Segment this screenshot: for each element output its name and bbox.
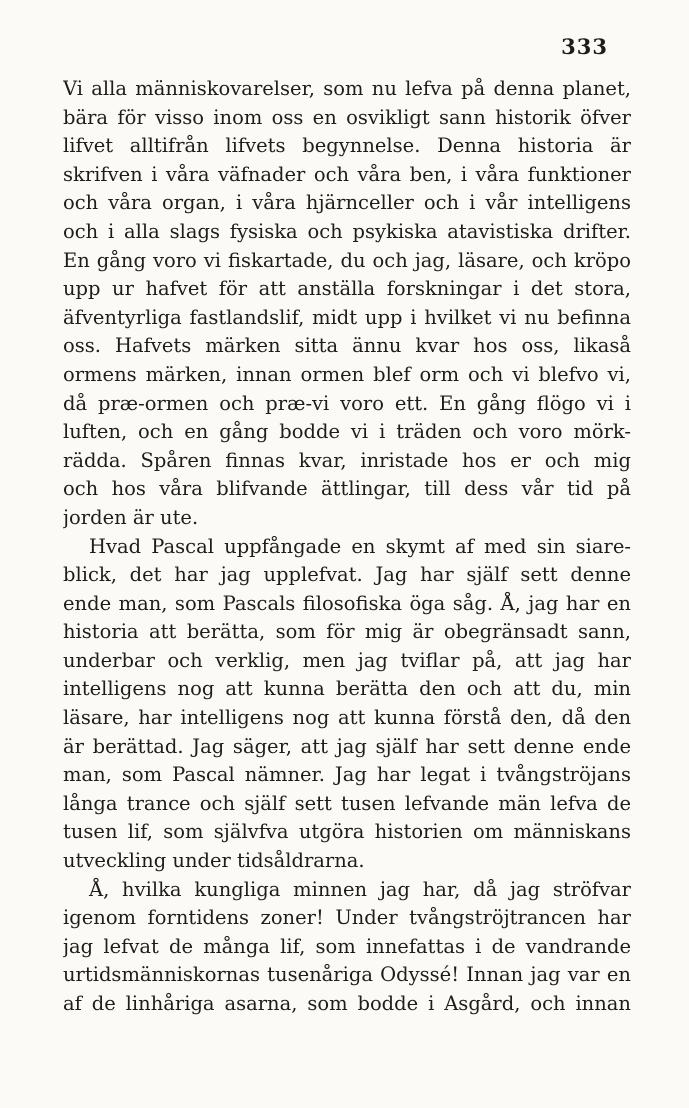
text-line: är berättad. Jag säger, att jag själf har sett denne ende <box>63 734 631 758</box>
text-line: jorden är ute. <box>63 505 199 529</box>
text-line: af de linhåriga asarna, som bodde i Asgård, och innan <box>63 992 631 1015</box>
text-line: skrifven i våra väfnader och våra ben, i våra funktioner <box>63 162 631 186</box>
text-line: äfventyrliga fastlandslif, midt upp i hvilket vi nu befinna <box>63 305 631 329</box>
text-line: och i alla slags fysiska och psykiska atavistiska drifter. <box>63 219 631 243</box>
text-line: jag lefvat de många lif, som innefattas i de vandrande <box>63 934 631 958</box>
text-line: man, som Pascal nämner. Jag har legat i tvångströjans <box>63 763 631 787</box>
text-line: Hvad Pascal uppfångade en skymt af med sin siare- <box>89 534 631 558</box>
text-line: utveckling under tidsåldrarna. <box>63 849 365 873</box>
text-line: och våra organ, i våra hjärnceller och i vår intelligens <box>63 191 631 215</box>
text-line: läsare, har intelligens nog att kunna förstå den, då den <box>63 706 631 730</box>
text-line: Å, hvilka kungliga minnen jag har, då jag ströfvar <box>89 877 631 901</box>
text-line: underbar och verklig, men jag tviflar på, att jag har <box>63 648 631 672</box>
text-line: Vi alla människovarelser, som nu lefva på denna planet, <box>63 77 631 100</box>
text-line: lifvet alltifrån lifvets begynnelse. Denna historia är <box>63 134 631 158</box>
text-line: luften, och en gång bodde vi i träden och voro mörk- <box>63 420 631 444</box>
text-line: upp ur hafvet för att anställa forskningar i det stora, <box>63 277 631 301</box>
text-line: rädda. Spåren finnas kvar, inristade hos er och mig <box>63 448 631 472</box>
text-line: blick, det har jag upplefvat. Jag har själf sett denne <box>63 563 631 587</box>
text-line: då præ-ormen och præ-vi voro ett. En gång flögo vi i <box>63 391 631 415</box>
text-line: intelligens nog att kunna berätta den och att du, min <box>63 677 631 701</box>
text-line: ormens märken, innan ormen blef orm och vi blefvo vi, <box>63 362 631 386</box>
text-line: oss. Hafvets märken sitta ännu kvar hos oss, likaså <box>63 334 631 358</box>
text-line: tusen lif, som självfva utgöra historien om människans <box>63 820 631 844</box>
text-line: bära för visso inom oss en osvikligt sann historik öfver <box>63 105 631 129</box>
text-line: långa trance och själf sett tusen lefvande män lefva de <box>63 791 631 815</box>
text-line: En gång voro vi fiskartade, du och jag, läsare, och kröpo <box>63 248 631 272</box>
text-line: historia att berätta, som för mig är obegränsadt sann, <box>63 620 631 644</box>
text-line: ende man, som Pascals filosofiska öga såg. Å, jag har en <box>63 591 631 615</box>
text-line: igenom forntidens zoner! Under tvångströjtrancen har <box>63 906 631 930</box>
text-line: och hos våra blifvande ättlingar, till dess vår tid på <box>63 477 631 501</box>
body-text <box>63 75 631 1019</box>
text-line: urtidsmänniskornas tusenåriga Odyssé! Innan jag var en <box>63 963 631 987</box>
page-number: 333 <box>561 34 608 59</box>
